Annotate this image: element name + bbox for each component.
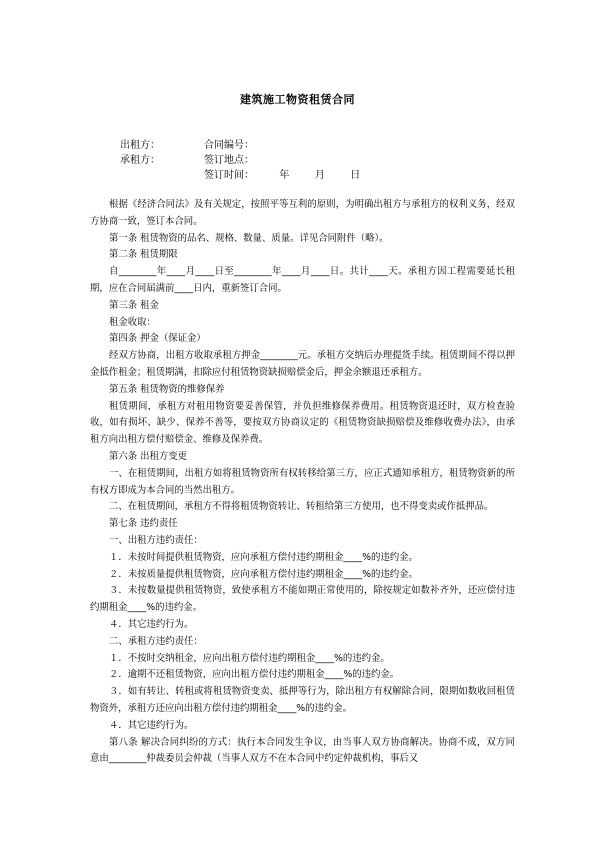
article-3-heading: 第三条 租金	[109, 299, 159, 311]
article-1: 第一条 租赁物资的品名、规格、数量、质量。详见合同附件（略）。	[109, 232, 389, 244]
contract-number-label: 合同编号：	[204, 140, 254, 151]
lessee-liability-item: ３．如有转让、转租或将租赁物资变卖、抵押等行为，除出租方有权解除合同，限期如数收回租赁物资外，承租方还应向出租方偿付违约期租金____%的违约金。	[90, 686, 515, 714]
article-7-heading: 第七条 违约责任	[109, 518, 178, 530]
document-title: 建筑施工物资租赁合同	[240, 93, 355, 106]
contract-body	[90, 183, 515, 768]
article-8-text: 第八条 解决合同纠纷的方式：执行本合同发生争议，由当事人双方协商解决。协商不成，双方同意由________仲裁委员会仲裁（当事人双方不在本合同中约定仲裁机构，事后又	[90, 736, 515, 765]
sign-place-label: 签订地点：	[204, 155, 254, 166]
rent-collection-line: 租金收取：	[109, 316, 156, 328]
lessor-liability-heading: 一、出租方违约责任：	[109, 534, 203, 546]
article-4-heading: 第四条 押金（保证金）	[109, 333, 206, 345]
article-6-item-2: 二、在租赁期间，承租方不得将租赁物资转让、转租给第三方使用，也不得变卖或作抵押品。	[109, 501, 494, 513]
lessee-liability-heading: 二、承租方违约责任：	[109, 635, 203, 647]
article-2-heading: 第二条 租赁期限	[109, 249, 178, 261]
lessor-liability-item: ３．未按数量提供租赁物资，致使承租方不能如期正常使用的，除按规定如数补齐外，还应偿付违约期租金____%的违约金。	[90, 585, 515, 614]
sign-time-label: 签订时间： 年 月 日	[204, 170, 361, 181]
article-5-text: 租赁期间，承租方对租用物资要妥善保管，并负担维修保养费用。租赁物资退还时，双方检查验收，如有损坏、缺少、保养不善等，要按双方协商议定的《租赁物资缺损赔偿及维修收费办法》，由承租方向出租方偿付赔偿金、维修及保养费。	[90, 400, 515, 446]
lessee-liability-item: １．不按时交纳租金，应向出租方偿付违约期租金____%的违约金。	[109, 652, 390, 664]
lessee-label: 承租方：	[120, 155, 160, 166]
article-6-heading: 第六条 出租方变更	[109, 450, 187, 462]
lessor-liability-item: ４．其它违约行为。	[109, 618, 194, 630]
article-4-text: 经双方协商，出租方收取承租方押金________元。承租方交纳后办理提货手续。租赁期间不得以押金抵作租金；租赁期满，扣除应付租赁物资缺损赔偿金后，押金余额退还承租方。	[90, 350, 515, 378]
lessor-liability-item: １．未按时间提供租赁物资，应向承租方偿付违约期租金____%的违约金。	[109, 551, 418, 563]
lessor-label: 出租方：	[120, 140, 160, 151]
lessor-liability-item: ２．未按质量提供租赁物资，应向承租方偿付违约期租金____%的违约金。	[109, 568, 418, 580]
article-5-heading: 第五条 租赁物资的维修保养	[109, 383, 225, 395]
preamble-paragraph: 根据《经济合同法》及有关规定，按照平等互利的原则，为明确出租方与承租方的权利义务，经双方协商一致，签订本合同。	[90, 199, 515, 227]
article-6-item-1: 一、在租赁期间，出租方如将租赁物资所有权转移给第三方，应正式通知承租方，租赁物资新的所有权方即成为本合同的当然出租方。	[90, 467, 515, 496]
lessee-liability-item: ２．逾期不还租赁物资，应向出租方偿付违约期租金____%的违约金。	[109, 669, 400, 681]
article-2-text: 自________年____月____日至________年____月____日。共计____天。承租方因工程需要延长租期，应在合同届满前____日内，重新签订合同。	[90, 266, 515, 294]
lessee-liability-item: ４．其它违约行为。	[109, 719, 194, 731]
